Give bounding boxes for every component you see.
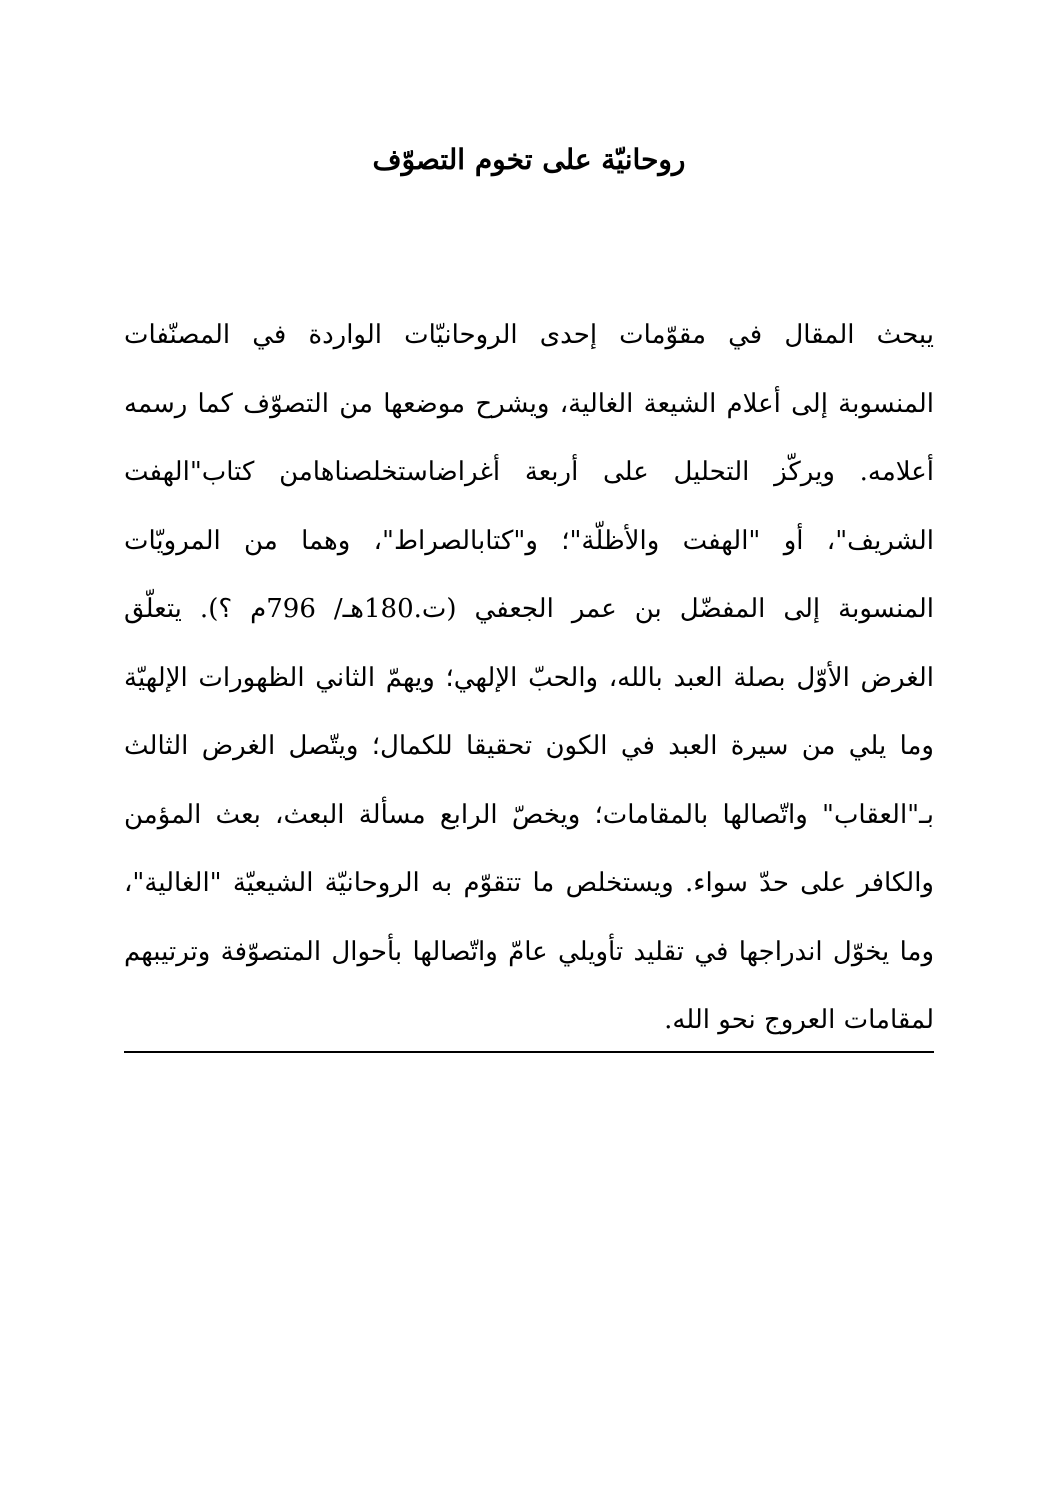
abstract-line: الغرض الأوّل بصلة العبد بالله، والحبّ الإلهي؛ ويهمّ الثاني الظهورات الإلهيّة [124, 662, 934, 693]
abstract-line: لمقامات العروج نحو الله. [664, 1005, 934, 1035]
abstract-line: وما يخوّل اندراجها في تقليد تأويلي عامّ واتّصالها بأحوال المتصوّفة وترتيبهم [124, 936, 934, 967]
abstract-line: المنسوبة إلى المفضّل بن عمر الجعفي (ت.180هـ/ 796م ؟). يتعلّق [124, 594, 934, 624]
abstract-line: بـ"العقاب" واتّصالها بالمقامات؛ ويخصّ الرابع مسألة البعث، بعث المؤمن [124, 799, 934, 830]
abstract-line: وما يلي من سيرة العبد في الكون تحقيقا للكمال؛ ويتّصل الغرض الثالث [124, 731, 934, 761]
abstract-line: والكافر على حدّ سواء. ويستخلص ما تتقوّم به الروحانيّة الشيعيّة "الغالية"، [124, 868, 934, 898]
document-title: روحانيّة على تخوم التصوّف [372, 143, 686, 176]
abstract-line: يبحث المقال في مقوّمات إحدى الروحانيّات الواردة في المصنّفات [124, 320, 934, 350]
horizontal-rule [124, 1051, 934, 1053]
abstract-line: الشريف"، أو "الهفت والأظلّة"؛ و"كتابالصراط"، وهما من المرويّات [124, 525, 934, 556]
abstract-line: أعلامه. ويركّز التحليل على أربعة أغراضاستخلصناهامن كتاب"الهفت [124, 457, 934, 487]
abstract-paragraph [124, 301, 934, 1055]
abstract-line: المنسوبة إلى أعلام الشيعة الغالية، ويشرح موضعها من التصوّف كما رسمه [124, 388, 934, 419]
